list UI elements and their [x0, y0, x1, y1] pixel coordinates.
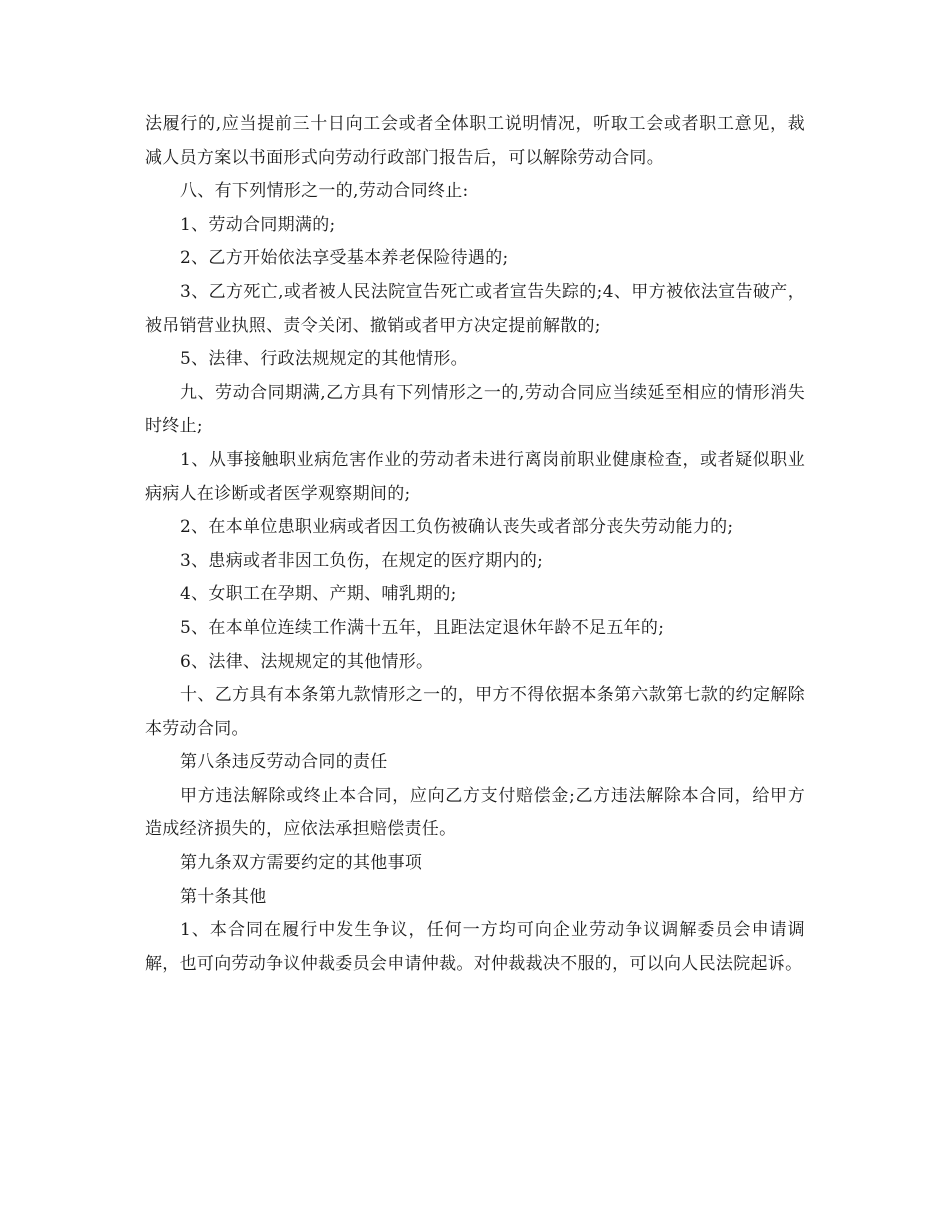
- paragraph-clause-8: 八、有下列情形之一的,劳动合同终止:: [180, 181, 469, 202]
- article-10-heading: 第十条其他: [180, 886, 267, 907]
- paragraph-item: 3、患病或者非因工负伤，在规定的医疗期内的;: [180, 550, 544, 571]
- paragraph-continued: 法履行的,应当提前三十日向工会或者全体职工说明情况，听取工会或者职工意见，裁减人员方案以书面形式向劳动行政部门报告后，可以解除劳动合同。: [145, 114, 805, 168]
- paragraph-clause-9: 九、劳动合同期满,乙方具有下列情形之一的,劳动合同应当续延至相应的情形消失时终止;: [145, 382, 805, 437]
- paragraph-item: 6、法律、法规规定的其他情形。: [180, 651, 434, 672]
- paragraph-item: 1、劳动合同期满的;: [180, 214, 336, 235]
- paragraph-dispute: 1、本合同在履行中发生争议，任何一方均可向企业劳动争议调解委员会申请调解，也可向劳动争议仲裁委员会申请仲裁。对仲裁裁决不服的，可以向人民法院起诉。: [145, 920, 805, 974]
- paragraph-item: 2、在本单位患职业病或者因工负伤被确认丧失或者部分丧失劳动能力的;: [180, 517, 734, 538]
- paragraph-item: 2、乙方开始依法享受基本养老保险待遇的;: [180, 248, 509, 269]
- article-9-heading: 第九条双方需要约定的其他事项: [180, 853, 423, 874]
- document-body: [145, 108, 805, 981]
- paragraph-item: 5、法律、行政法规规定的其他情形。: [180, 349, 468, 370]
- paragraph-item: 3、乙方死亡,或者被人民法院宣告死亡或者宣告失踪的;4、甲方被依法宣告破产，被吊销营业执照、责令关闭、撤销或者甲方决定提前解散的;: [145, 281, 805, 336]
- paragraph-item: 5、在本单位连续工作满十五年，且距法定退休年龄不足五年的;: [180, 617, 665, 638]
- paragraph-item: 1、从事接触职业病危害作业的劳动者未进行离岗前职业健康检查，或者疑似职业病病人在诊断或者医学观察期间的;: [145, 449, 805, 504]
- paragraph-clause-10: 十、乙方具有本条第九款情形之一的，甲方不得依据本条第六款第七款的约定解除本劳动合同。: [145, 685, 805, 739]
- article-8-heading: 第八条违反劳动合同的责任: [180, 752, 388, 773]
- paragraph-liability: 甲方违法解除或终止本合同，应向乙方支付赔偿金;乙方违法解除本合同，给甲方造成经济损失的，应依法承担赔偿责任。: [145, 785, 805, 840]
- paragraph-item: 4、女职工在孕期、产期、哺乳期的;: [180, 584, 457, 605]
